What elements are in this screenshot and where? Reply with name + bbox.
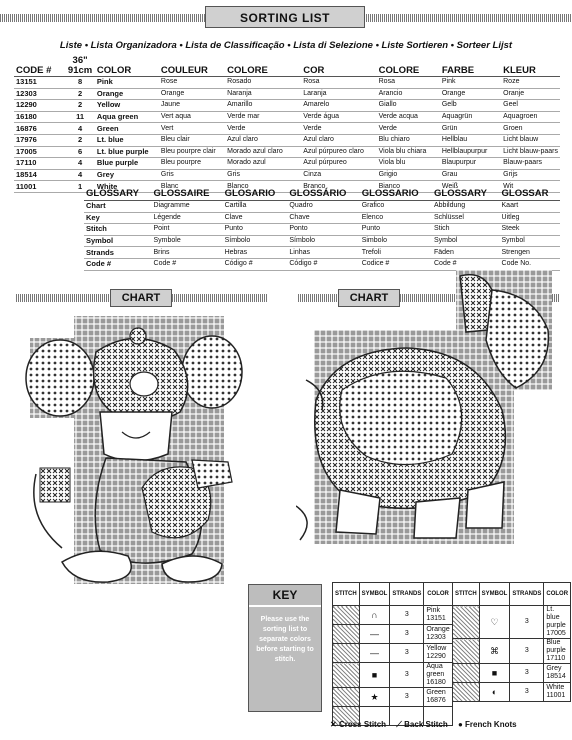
glossary-cell: Símbolo	[287, 235, 359, 247]
legend-color-name: Yellow	[426, 645, 447, 652]
glossary-cell: Schlüssel	[432, 212, 500, 224]
legend-header-stitch: STITCH	[333, 583, 360, 606]
sorting-cell: Blaupurpur	[440, 158, 501, 170]
glossary-cell: Símbolo	[223, 235, 288, 247]
glossary-cell: Symbol	[432, 235, 500, 247]
glossary-row	[84, 235, 560, 247]
sorting-cell: Azul claro	[225, 134, 301, 146]
sorting-cell: Wit	[501, 181, 560, 193]
legend-color-name: Orange	[426, 626, 450, 633]
glossary-cell: Code #	[432, 258, 500, 270]
legend-strands: 3	[510, 639, 544, 664]
sorting-cell: Verde mar	[225, 111, 301, 123]
mouse-chart	[22, 312, 246, 584]
glossary-cell: Chave	[287, 212, 359, 224]
legend-color	[424, 644, 452, 663]
glossary-cell: Punto	[360, 224, 432, 236]
glossary-row	[84, 212, 560, 224]
sorting-cell: Lt. blue	[95, 134, 159, 146]
legend-color-name: Aqua green	[426, 663, 445, 678]
stitch-swatch	[333, 625, 360, 644]
sorting-row	[14, 134, 560, 146]
glossary-cell: Point	[152, 224, 223, 236]
sorting-cell: Grigio	[377, 169, 440, 181]
legend-color	[424, 606, 452, 625]
col-color-nl: KLEUR	[503, 65, 536, 76]
legend-color-name: Pink	[426, 607, 440, 614]
sorting-cell: 17005	[14, 146, 65, 158]
sorting-cell: 17110	[14, 158, 65, 170]
legend-row	[453, 606, 571, 639]
sorting-cell: 16876	[14, 123, 65, 135]
sorting-cell: Azul púrpureo claro	[301, 146, 376, 158]
legend-color-code: 16180	[426, 679, 446, 686]
legend-color-code: 18514	[546, 673, 566, 680]
glossary-header	[84, 188, 560, 201]
footer-french-knots: ● French Knots	[457, 720, 517, 729]
legend-color-code: 12303	[426, 634, 446, 641]
sorting-cell: Rose	[159, 77, 225, 89]
page-title: SORTING LIST	[205, 6, 365, 28]
legend-color	[424, 625, 452, 644]
legend-row	[333, 688, 453, 707]
sorting-cell: 17976	[14, 134, 65, 146]
col-color-pt: COR	[303, 65, 325, 76]
glossary-cell: Légende	[152, 212, 223, 224]
sorting-cell: Rosa	[301, 77, 376, 89]
legend-strands: 3	[390, 663, 424, 688]
sorting-cell: Rosa	[377, 77, 440, 89]
sorting-row	[14, 77, 560, 89]
legend-color-code: 12290	[426, 653, 446, 660]
glossary-header-cell: GLOSSARY	[434, 188, 487, 199]
legend-symbol: ■	[479, 664, 510, 683]
legend-color-code: 17110	[546, 655, 566, 662]
glossary-cell: Uitleg	[500, 212, 560, 224]
glossary-cell: Código #	[223, 258, 288, 270]
sorting-cell: 2	[65, 100, 95, 112]
sorting-cell: 12303	[14, 88, 65, 100]
legend-color	[424, 663, 452, 688]
glossary-cell: Key	[84, 212, 152, 224]
glossary-cell: Cartilla	[223, 201, 288, 213]
col-color-en: COLOR	[96, 65, 132, 76]
stitch-swatch	[333, 606, 360, 625]
glossary-cell: Grafico	[360, 201, 432, 213]
footer-back-stitch: ⟋ Back Stitch	[396, 720, 448, 729]
legend-header-symbol: SYMBOL	[479, 583, 510, 606]
legend-row	[333, 644, 453, 663]
sorting-cell: Blanco	[225, 181, 301, 193]
sorting-cell: Viola blu	[377, 158, 440, 170]
sorting-cell: 11001	[14, 181, 65, 193]
sorting-cell: Branco	[301, 181, 376, 193]
sorting-cell: 12290	[14, 100, 65, 112]
sorting-cell: Green	[95, 123, 159, 135]
col-color-es: COLORE	[227, 65, 268, 76]
glossary-cell: Diagramme	[152, 201, 223, 213]
sorting-cell: Orange	[440, 88, 501, 100]
sorting-cell: Amarelo	[301, 100, 376, 112]
sorting-cell: Jaune	[159, 100, 225, 112]
sorting-cell: Vert aqua	[159, 111, 225, 123]
sorting-cell: Geel	[501, 100, 560, 112]
sorting-cell: Laranja	[301, 88, 376, 100]
col-strands: 36" 91cm	[67, 55, 93, 76]
glossary-header-cell: GLOSARIO	[224, 188, 276, 199]
sorting-cell: Pink	[95, 77, 159, 89]
color-legend-right	[452, 582, 571, 702]
col-color-de: FARBE	[441, 65, 475, 76]
sorting-cell: Gris	[159, 169, 225, 181]
legend-color-name: Grey	[546, 665, 562, 672]
color-legend-left	[332, 582, 453, 726]
glossary-cell: Ponto	[287, 224, 359, 236]
sorting-cell: Bleu clair	[159, 134, 225, 146]
glossary-row	[84, 201, 560, 213]
stitch-swatch	[453, 639, 480, 664]
sorting-cell: Viola blu chiara	[377, 146, 440, 158]
glossary-cell: Simbolo	[360, 235, 432, 247]
legend-symbol: ♡	[479, 606, 510, 639]
legend-color-name: Lt. blue purple	[546, 606, 566, 629]
sorting-cell: Cinza	[301, 169, 376, 181]
glossary-cell: Fäden	[432, 247, 500, 259]
chart-label-left: CHART	[110, 289, 172, 307]
glossary-cell: Linhas	[287, 247, 359, 259]
stitch-swatch	[333, 644, 360, 663]
sorting-row	[14, 146, 560, 158]
legend-header-color: COLOR	[424, 583, 452, 606]
legend-color	[544, 664, 571, 683]
stitch-legend-footer	[330, 720, 570, 730]
legend-color	[544, 683, 571, 702]
sorting-cell: 4	[65, 123, 95, 135]
sorting-table-header	[14, 56, 560, 77]
legend-header-stitch: STITCH	[453, 583, 480, 606]
key-text: Please use the sorting list to separate colors before starting to stitch.	[256, 616, 314, 663]
sorting-cell: Yellow	[95, 100, 159, 112]
glossary-cell: Strands	[84, 247, 152, 259]
sorting-cell: Oranje	[501, 88, 560, 100]
sorting-cell: Pink	[440, 77, 501, 89]
glossary-cell: Brins	[152, 247, 223, 259]
sorting-cell: Grey	[95, 169, 159, 181]
sorting-cell: Aqua green	[95, 111, 159, 123]
legend-strands: 3	[510, 606, 544, 639]
col-color-fr: COULEUR	[160, 65, 208, 76]
sorting-cell: Grün	[440, 123, 501, 135]
sorting-row	[14, 88, 560, 100]
legend-row	[453, 664, 571, 683]
sorting-cell: Aquagrün	[440, 111, 501, 123]
glossary-cell: Code No.	[500, 258, 560, 270]
glossary-header-cell: GLOSSAR	[501, 188, 549, 199]
chart-label-right: CHART	[338, 289, 400, 307]
sorting-cell: 8	[65, 77, 95, 89]
sorting-cell: Blue purple	[95, 158, 159, 170]
sorting-cell: Lt. blue purple	[95, 146, 159, 158]
sorting-cell: 6	[65, 146, 95, 158]
glossary-cell: Chart	[84, 201, 152, 213]
sorting-cell: 13151	[14, 77, 65, 89]
cross-stitch-icon: ✕	[330, 720, 337, 729]
sorting-cell: Gelb	[440, 100, 501, 112]
legend-color	[424, 688, 452, 707]
sorting-cell: Amarillo	[225, 100, 301, 112]
elephant-leg	[336, 490, 380, 534]
mouse-face	[100, 412, 172, 461]
sorting-cell: Vert	[159, 123, 225, 135]
glossary-cell: Code #	[84, 258, 152, 270]
legend-header-symbol: SYMBOL	[359, 583, 390, 606]
legend-color	[544, 639, 571, 664]
glossary-cell: Punto	[223, 224, 288, 236]
sorting-cell: Groen	[501, 123, 560, 135]
glossary-cell: Symbole	[152, 235, 223, 247]
sorting-cell: Hellblaupurpur	[440, 146, 501, 158]
legend-row	[333, 663, 453, 688]
sorting-cell: Naranja	[225, 88, 301, 100]
sorting-cell: Aquagroen	[501, 111, 560, 123]
glossary-cell: Steek	[500, 224, 560, 236]
sorting-row	[14, 169, 560, 181]
elephant-trunk	[460, 275, 492, 332]
legend-strands: 3	[390, 644, 424, 663]
sorting-cell: Rosado	[225, 77, 301, 89]
glossary-cell: Trefoli	[360, 247, 432, 259]
sorting-cell: White	[95, 181, 159, 193]
legend-header-color: COLOR	[544, 583, 571, 606]
glossary-cell: Stitch	[84, 224, 152, 236]
header-bar	[0, 6, 572, 28]
legend-color-code: 16876	[426, 697, 446, 704]
legend-color-name: Blue purple	[546, 639, 566, 654]
sorting-cell: Arancio	[377, 88, 440, 100]
stitch-swatch	[333, 663, 360, 688]
legend-symbol: ■	[359, 663, 390, 688]
legend-row	[453, 683, 571, 702]
mouse-left-ear	[26, 340, 94, 416]
legend-row	[333, 625, 453, 644]
legend-color-code: 17005	[546, 630, 566, 637]
sorting-cell: Orange	[159, 88, 225, 100]
glossary-cell: Clave	[223, 212, 288, 224]
sorting-cell: Grau	[440, 169, 501, 181]
glossary-header-cell: GLOSSARY	[86, 188, 139, 199]
legend-symbol: —	[359, 625, 390, 644]
legend-strands: 3	[390, 606, 424, 625]
sorting-cell: 16180	[14, 111, 65, 123]
sorting-cell: Morado azul claro	[225, 146, 301, 158]
sorting-row	[14, 158, 560, 170]
sorting-cell: Verde	[301, 123, 376, 135]
subtitle: Liste • Lista Organizadora • Lista de Classificação • Lista di Selezione • Liste Sortieren • Sorteer Lijst	[59, 40, 513, 51]
sorting-cell: Licht blauw	[501, 134, 560, 146]
legend-row	[333, 606, 453, 625]
glossary-header-cell: GLOSSARIO	[361, 188, 419, 199]
glossary-row	[84, 247, 560, 259]
sorting-cell: Verde água	[301, 111, 376, 123]
glossary-cell: Code #	[152, 258, 223, 270]
legend-color-code: 11001	[546, 692, 566, 699]
sorting-cell: Blu chiaro	[377, 134, 440, 146]
legend-symbol: ∩	[359, 606, 390, 625]
sorting-cell: Blanc	[159, 181, 225, 193]
glossary-cell: Elenco	[360, 212, 432, 224]
sorting-cell: 2	[65, 88, 95, 100]
glossary-cell: Código #	[287, 258, 359, 270]
legend-strands: 3	[510, 683, 544, 702]
legend-strands: 3	[510, 664, 544, 683]
sorting-cell: 11	[65, 111, 95, 123]
sorting-cell: Hellblau	[440, 134, 501, 146]
glossary-cell: Strengen	[500, 247, 560, 259]
sorting-cell: Roze	[501, 77, 560, 89]
sorting-cell: Orange	[95, 88, 159, 100]
sorting-cell: 4	[65, 158, 95, 170]
sorting-cell: Azul púrpureo	[301, 158, 376, 170]
elephant-chart	[296, 270, 562, 570]
legend-symbol: ★	[359, 688, 390, 707]
sorting-cell: 18514	[14, 169, 65, 181]
sorting-table	[14, 56, 560, 193]
sorting-cell: 2	[65, 134, 95, 146]
key-box	[248, 584, 322, 712]
legend-strands: 3	[390, 688, 424, 707]
stitch-swatch	[333, 688, 360, 707]
legend-row	[453, 639, 571, 664]
sorting-cell: Gris	[225, 169, 301, 181]
sorting-cell: 4	[65, 169, 95, 181]
glossary-cell: Codice #	[360, 258, 432, 270]
glossary-cell: Stich	[432, 224, 500, 236]
mouse-right-ear	[182, 336, 242, 408]
glossary-cell: Symbol	[500, 235, 560, 247]
footer-cross-stitch: ✕ Cross Stitch	[330, 720, 387, 729]
sorting-cell: Grijs	[501, 169, 560, 181]
sorting-cell: Morado azul	[225, 158, 301, 170]
sorting-cell: Giallo	[377, 100, 440, 112]
glossary-row	[84, 258, 560, 270]
stitch-swatch	[453, 606, 480, 639]
sorting-cell: Bleu pourpre clair	[159, 146, 225, 158]
legend-symbol: ⌘	[479, 639, 510, 664]
legend-color-name: White	[546, 684, 565, 691]
glossary-cell: Kaart	[500, 201, 560, 213]
sorting-row	[14, 100, 560, 112]
sorting-cell: Bianco	[377, 181, 440, 193]
sorting-cell: Blauw-paars	[501, 158, 560, 170]
legend-color	[544, 606, 571, 639]
legend-header-row	[453, 583, 571, 606]
glossary-header-cell: GLOSSÁRIO	[289, 188, 347, 199]
sorting-cell: Licht blauw-paars	[501, 146, 560, 158]
stitch-swatch	[453, 683, 480, 702]
stitch-swatch	[453, 664, 480, 683]
glossary-cell: Abbildung	[432, 201, 500, 213]
glossary-row	[84, 224, 560, 236]
glossary-cell: Hebras	[223, 247, 288, 259]
legend-color-code: 13151	[426, 615, 446, 622]
chart-banner-left	[16, 289, 268, 307]
sorting-cell: Verde acqua	[377, 111, 440, 123]
mouse-foot-left	[62, 551, 131, 582]
col-code: CODE #	[16, 65, 52, 76]
mouse-nose	[130, 372, 158, 396]
sorting-cell: Verde	[225, 123, 301, 135]
key-title: KEY	[249, 585, 321, 607]
legend-header-row	[333, 583, 453, 606]
sorting-cell: Azul claro	[301, 134, 376, 146]
sorting-cell: 1	[65, 181, 95, 193]
sorting-cell: Weiß	[440, 181, 501, 193]
legend-symbol: —	[359, 644, 390, 663]
sorting-cell: Verde	[377, 123, 440, 135]
legend-symbol: ◐	[479, 683, 510, 702]
legend-header-strands: STRANDS	[510, 583, 544, 606]
back-stitch-icon: ⟋	[396, 720, 402, 729]
glossary-cell: Symbol	[84, 235, 152, 247]
sorting-row	[14, 111, 560, 123]
sorting-cell: Bleu pourpre	[159, 158, 225, 170]
glossary-header-cell: GLOSSAIRE	[153, 188, 210, 199]
col-color-it: COLORE	[378, 65, 420, 76]
legend-header-strands: STRANDS	[390, 583, 424, 606]
glossary-cell: Quadro	[287, 201, 359, 213]
legend-color-name: Green	[426, 689, 446, 696]
sorting-row	[14, 123, 560, 135]
glossary-table	[84, 188, 560, 271]
legend-strands: 3	[390, 625, 424, 644]
french-knot-icon: ●	[457, 720, 463, 729]
